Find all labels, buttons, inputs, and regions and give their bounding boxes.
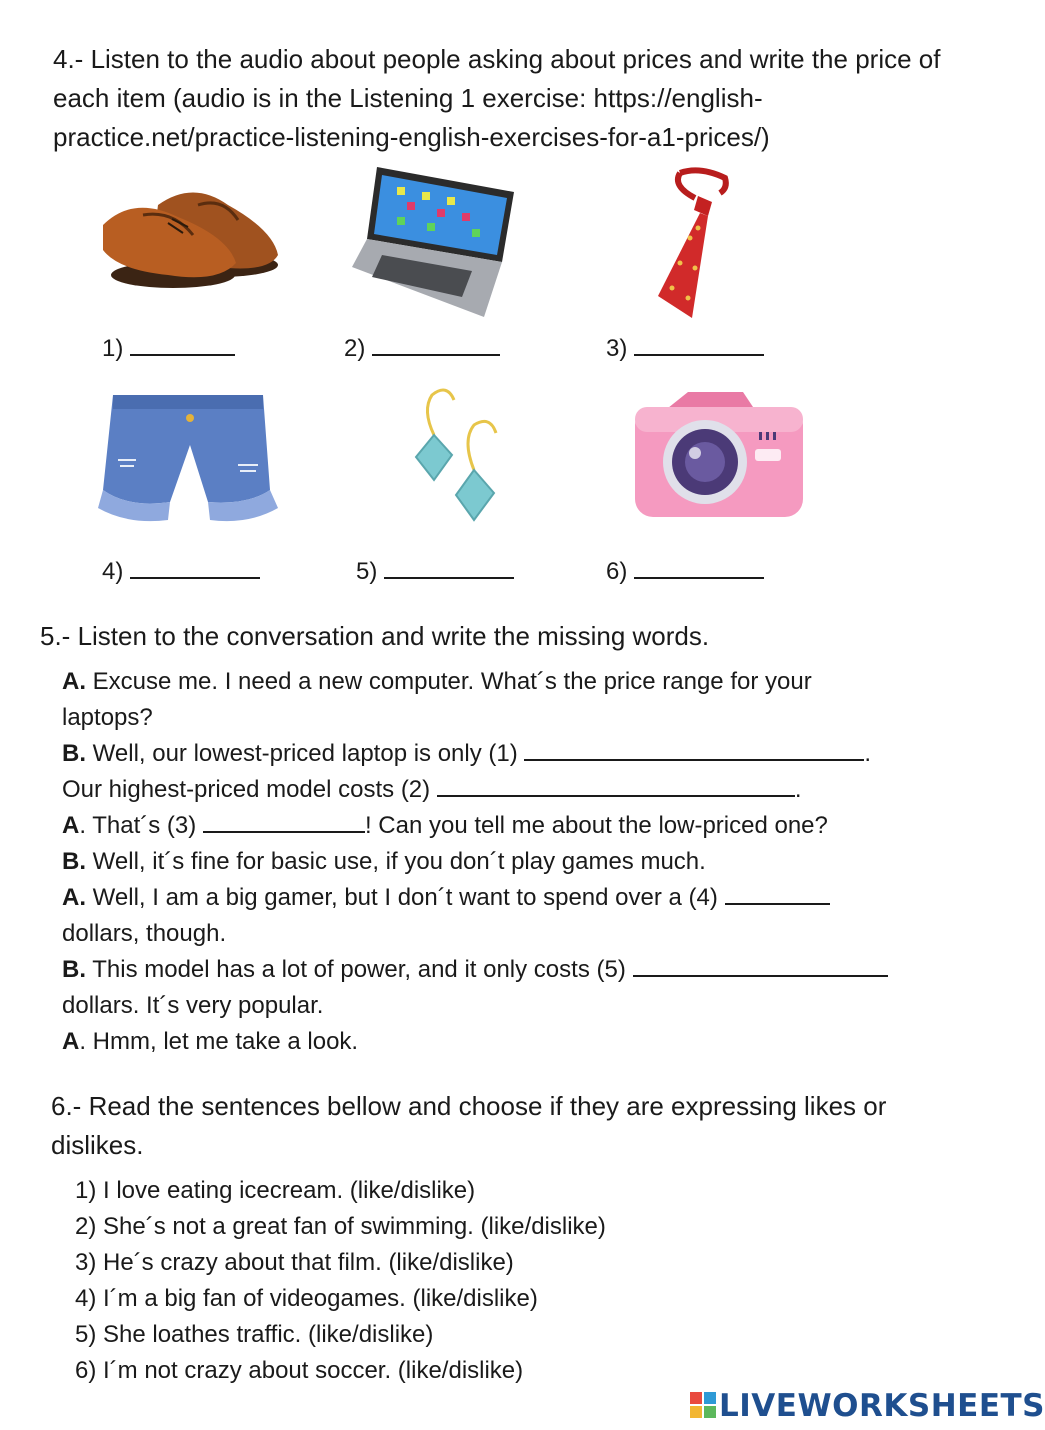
dialogue-line: A. That´s (3) ! Can you tell me about the low-priced one?: [62, 812, 828, 839]
gap-3-blank[interactable]: [203, 811, 365, 833]
answer-5-blank[interactable]: [384, 557, 514, 579]
sentence-3[interactable]: 3) He´s crazy about that film. (like/dislike): [75, 1249, 514, 1276]
q4-instruction: 4.- Listen to the audio about people asking about prices and write the price of each item (audio is in the Listening 1 exercise: https://english-practice.net/practice-listening-english-exercises-for-a1-prices/): [53, 44, 941, 152]
q6-instruction: 6.- Read the sentences bellow and choose if they are expressing likes or dislikes.: [51, 1091, 887, 1160]
dialogue-line: laptops?: [62, 704, 153, 731]
answer-2-blank[interactable]: [372, 334, 500, 356]
gap-4-blank[interactable]: [725, 883, 830, 905]
gap-1-blank[interactable]: [524, 739, 864, 761]
dialogue-line: dollars, though.: [62, 920, 227, 947]
answer-4-blank[interactable]: [130, 557, 260, 579]
answer-4[interactable]: 4): [102, 557, 260, 587]
tie-icon: [650, 168, 740, 320]
dialogue-line: dollars. It´s very popular.: [62, 992, 324, 1019]
dialogue-line: A. Hmm, let me take a look.: [62, 1028, 359, 1055]
gap-2-blank[interactable]: [437, 775, 795, 797]
dialogue-line: A. Excuse me. I need a new computer. What´s the price range for your: [62, 668, 812, 695]
answer-6[interactable]: 6): [606, 557, 764, 587]
sentence-list: [75, 1173, 606, 1389]
dialogue-line: A. Well, I am a big gamer, but I don´t want to spend over a (4): [62, 880, 962, 916]
dialogue-line: B. Well, it´s fine for basic use, if you don´t play games much.: [62, 848, 706, 875]
answer-2[interactable]: 2): [344, 334, 500, 364]
sentence-4[interactable]: 4) I´m a big fan of videogames. (like/dislike): [75, 1285, 538, 1312]
sentence-6[interactable]: 6) I´m not crazy about soccer. (like/dislike): [75, 1357, 524, 1384]
sentence-5[interactable]: 5) She loathes traffic. (like/dislike): [75, 1321, 434, 1348]
gap-5-blank[interactable]: [633, 955, 888, 977]
dialogue-line: Our highest-priced model costs (2) .: [62, 776, 802, 803]
shoes-icon: [98, 175, 283, 305]
sentence-1[interactable]: 1) I love eating icecream. (like/dislike): [75, 1177, 476, 1204]
dialogue-line: B. This model has a lot of power, and it only costs (5): [62, 952, 962, 988]
shorts-icon: [98, 390, 280, 528]
dialogue-line: B. Well, our lowest-priced laptop is only (1) .: [62, 740, 872, 767]
answer-1[interactable]: 1): [102, 334, 235, 364]
answer-5[interactable]: 5): [356, 557, 514, 587]
logo-text: LIVEWORKSHEETS: [719, 1388, 1045, 1424]
answer-6-blank[interactable]: [634, 557, 764, 579]
answer-3-blank[interactable]: [634, 334, 764, 356]
laptop-icon: [352, 167, 517, 322]
answer-1-blank[interactable]: [130, 334, 235, 356]
earrings-icon: [412, 385, 504, 530]
q5-instruction: 5.- Listen to the conversation and write the missing words.: [40, 621, 710, 651]
answer-3[interactable]: 3): [606, 334, 764, 364]
sentence-2[interactable]: 2) She´s not a great fan of swimming. (like/dislike): [75, 1213, 606, 1240]
liveworksheets-logo: [690, 1388, 1045, 1424]
dialogue: [62, 664, 962, 1060]
camera-icon: [633, 387, 805, 522]
logo-mark-icon: [690, 1392, 716, 1420]
